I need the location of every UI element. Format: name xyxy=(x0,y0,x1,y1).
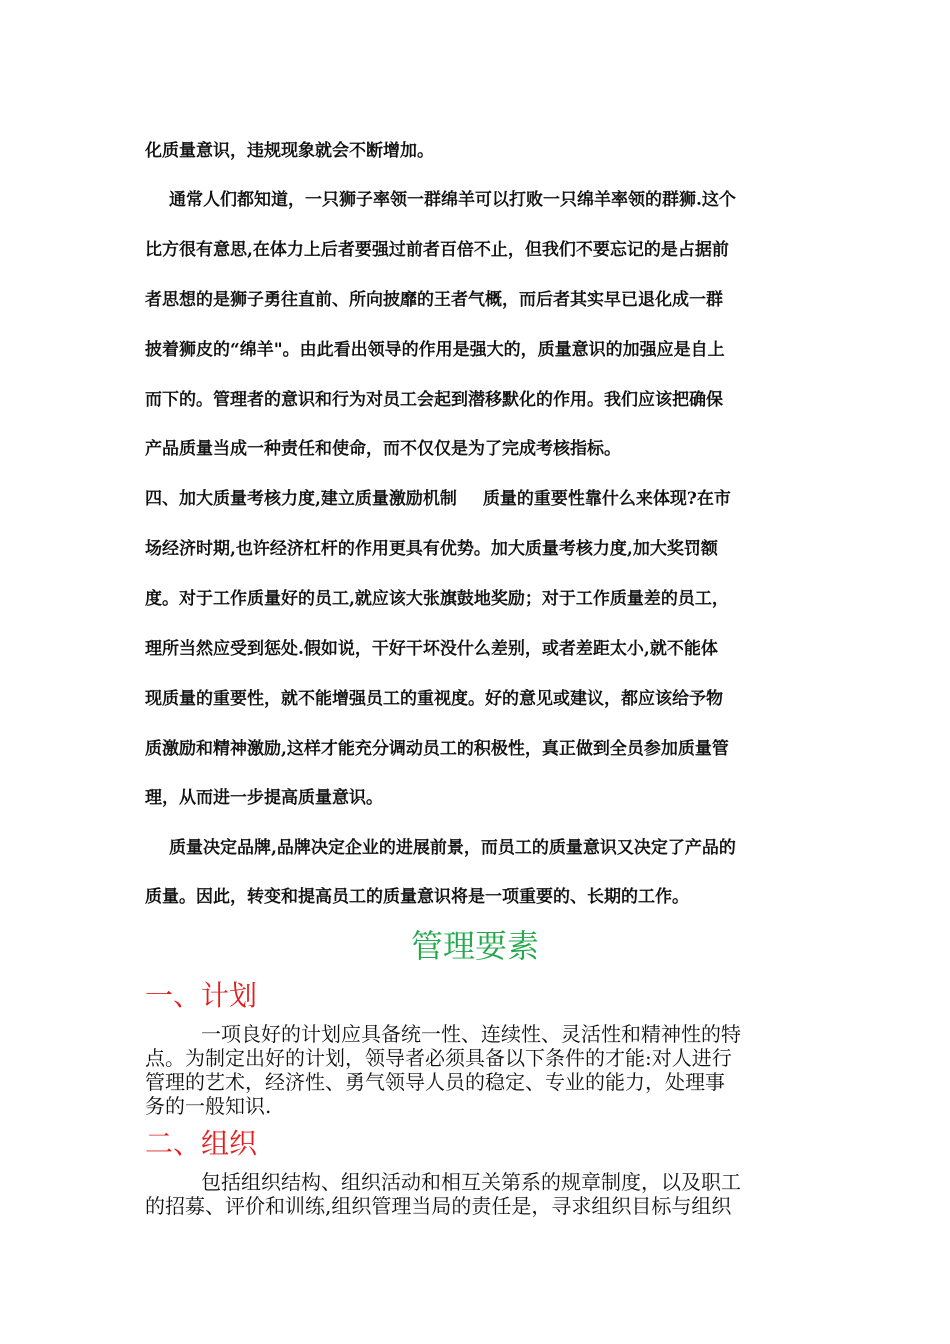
section-four-first-text: 质量的重要性靠什么来体现?在市 xyxy=(482,489,731,509)
paragraph-line: 披着狮皮的“绵羊"。由此看出领导的作用是强大的，质量意识的加强应是自上 xyxy=(145,340,725,360)
paragraph-line: 而下的。管理者的意识和行为对员工会起到潜移默化的作用。我们应该把确保 xyxy=(145,390,723,410)
paragraph-line: 包括组织结构、组织活动和相互关第系的规章制度，以及职工 xyxy=(201,1170,741,1194)
paragraph-line: 的招募、评价和训练,组织管理当局的责任是，寻求组织目标与组织 xyxy=(145,1194,732,1218)
section-four-heading: 四、加大质量考核力度,建立质量激励机制 xyxy=(145,489,457,509)
paragraph-line: 质量决定品牌,品牌决定企业的进展前景，而员工的质量意识又决定了产品的 xyxy=(169,838,736,858)
paragraph-line: 质量。因此，转变和提高员工的质量意识将是一项重要的、长期的工作。 xyxy=(145,887,689,907)
paragraph-line: 化质量意识，违规现象就会不断增加。 xyxy=(145,141,434,161)
paragraph-line: 管理的艺术，经济性、勇气领导人员的稳定、专业的能力，处理事 xyxy=(145,1070,725,1094)
paragraph-line: 者思想的是狮子勇往直前、所向披靡的王者气概，而后者其实早已退化成一群 xyxy=(145,290,723,310)
management-title: 管理要素 xyxy=(410,927,539,965)
paragraph-line: 质激励和精神激励,这样才能充分调动员工的积极性，真正做到全员参加质量管 xyxy=(145,739,729,759)
paragraph-line: 度。对于工作质量好的员工,就应该大张旗鼓地奖励；对于工作质量差的员工， xyxy=(145,589,729,609)
paragraph-line: 场经济时期,也许经济杠杆的作用更具有优势。加大质量考核力度,加大奖罚额 xyxy=(145,539,718,559)
paragraph-line: 现质量的重要性，就不能增强员工的重视度。好的意见或建议，都应该给予物 xyxy=(145,689,723,709)
paragraph-line: 通常人们都知道，一只狮子率领一群绵羊可以打败一只绵羊率领的群狮.这个 xyxy=(169,190,736,210)
paragraph-line: 一项良好的计划应具备统一性、连续性、灵活性和精神性的特 xyxy=(201,1022,741,1046)
paragraph-line: 产品质量当成一种责任和使命，而不仅仅是为了完成考核指标。 xyxy=(145,439,621,459)
plan-heading: 一、计划 xyxy=(145,979,258,1012)
section-four-first-line xyxy=(145,487,807,511)
paragraph-line: 务的一般知识. xyxy=(145,1094,272,1118)
paragraph-line: 理，从而进一步提高质量意识。 xyxy=(145,788,383,808)
org-heading: 二、组织 xyxy=(145,1127,258,1160)
paragraph-line: 点。为制定出好的计划，领导者必须具备以下条件的才能:对人进行 xyxy=(145,1046,732,1070)
paragraph-line: 理所当然应受到惩处.假如说，干好干坏没什么差别，或者差距太小,就不能体 xyxy=(145,639,718,659)
paragraph-line: 比方很有意思,在体力上后者要强过前者百倍不止，但我们不要忘记的是占据前 xyxy=(145,240,729,260)
